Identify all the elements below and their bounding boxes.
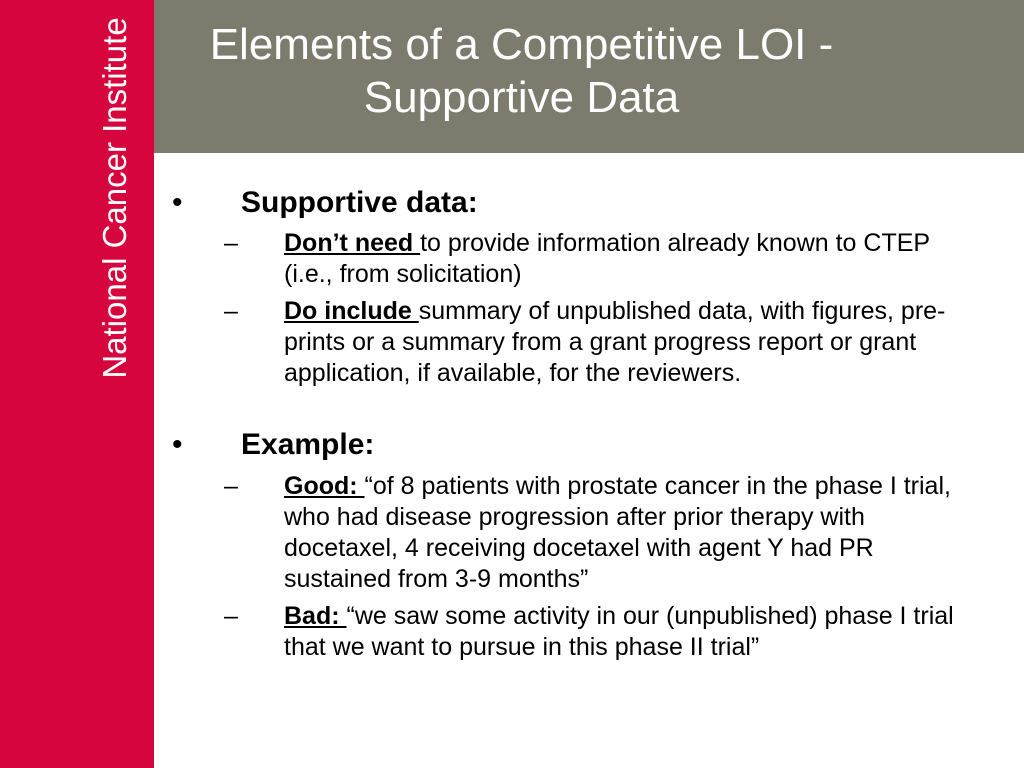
bullet-icon: • <box>172 428 183 461</box>
list-item-lead: Don’t need <box>284 229 421 257</box>
title-line-1: Elements of a Competitive LOI - <box>209 20 834 69</box>
slide-body <box>154 153 1024 768</box>
dash-icon: – <box>224 472 238 500</box>
slide-title <box>154 18 889 124</box>
list-item-lead: Bad: <box>284 602 347 630</box>
dash-icon: – <box>224 602 238 630</box>
list-item-text: “we saw some activity in our (unpublished) phase I trial that we want to pursue in this phase II trial” <box>284 602 954 661</box>
list-item-body <box>284 601 964 663</box>
title-line-2: Supportive Data <box>363 73 680 122</box>
slide-header <box>154 0 1024 153</box>
list-item-text: “of 8 patients with prostate cancer in the phase I trial, who had disease progression after prior therapy with docetaxel, 4 receiving docetaxel with agent Y had PR sustained from 3-9 months” <box>284 472 951 593</box>
section-heading: Supportive data: <box>241 186 478 219</box>
list-item-lead: Good: <box>284 472 365 500</box>
list-item-text: to provide information already known to CTEP (i.e., from solicitation) <box>284 229 930 288</box>
sidebar <box>0 0 154 768</box>
list-item-text: summary of unpublished data, with figures, pre-prints or a summary from a grant progress report or grant application, if available, for the reviewers. <box>284 297 946 387</box>
list-item-body <box>284 296 964 389</box>
list-item-lead: Do include <box>284 297 419 325</box>
list-item-body <box>284 471 964 595</box>
dash-icon: – <box>224 229 238 257</box>
institute-logo-text: National Cancer Institute <box>96 17 133 379</box>
list-item-body <box>284 228 964 290</box>
section-heading: Example: <box>241 428 375 461</box>
bullet-icon: • <box>172 186 183 219</box>
dash-icon: – <box>224 297 238 325</box>
